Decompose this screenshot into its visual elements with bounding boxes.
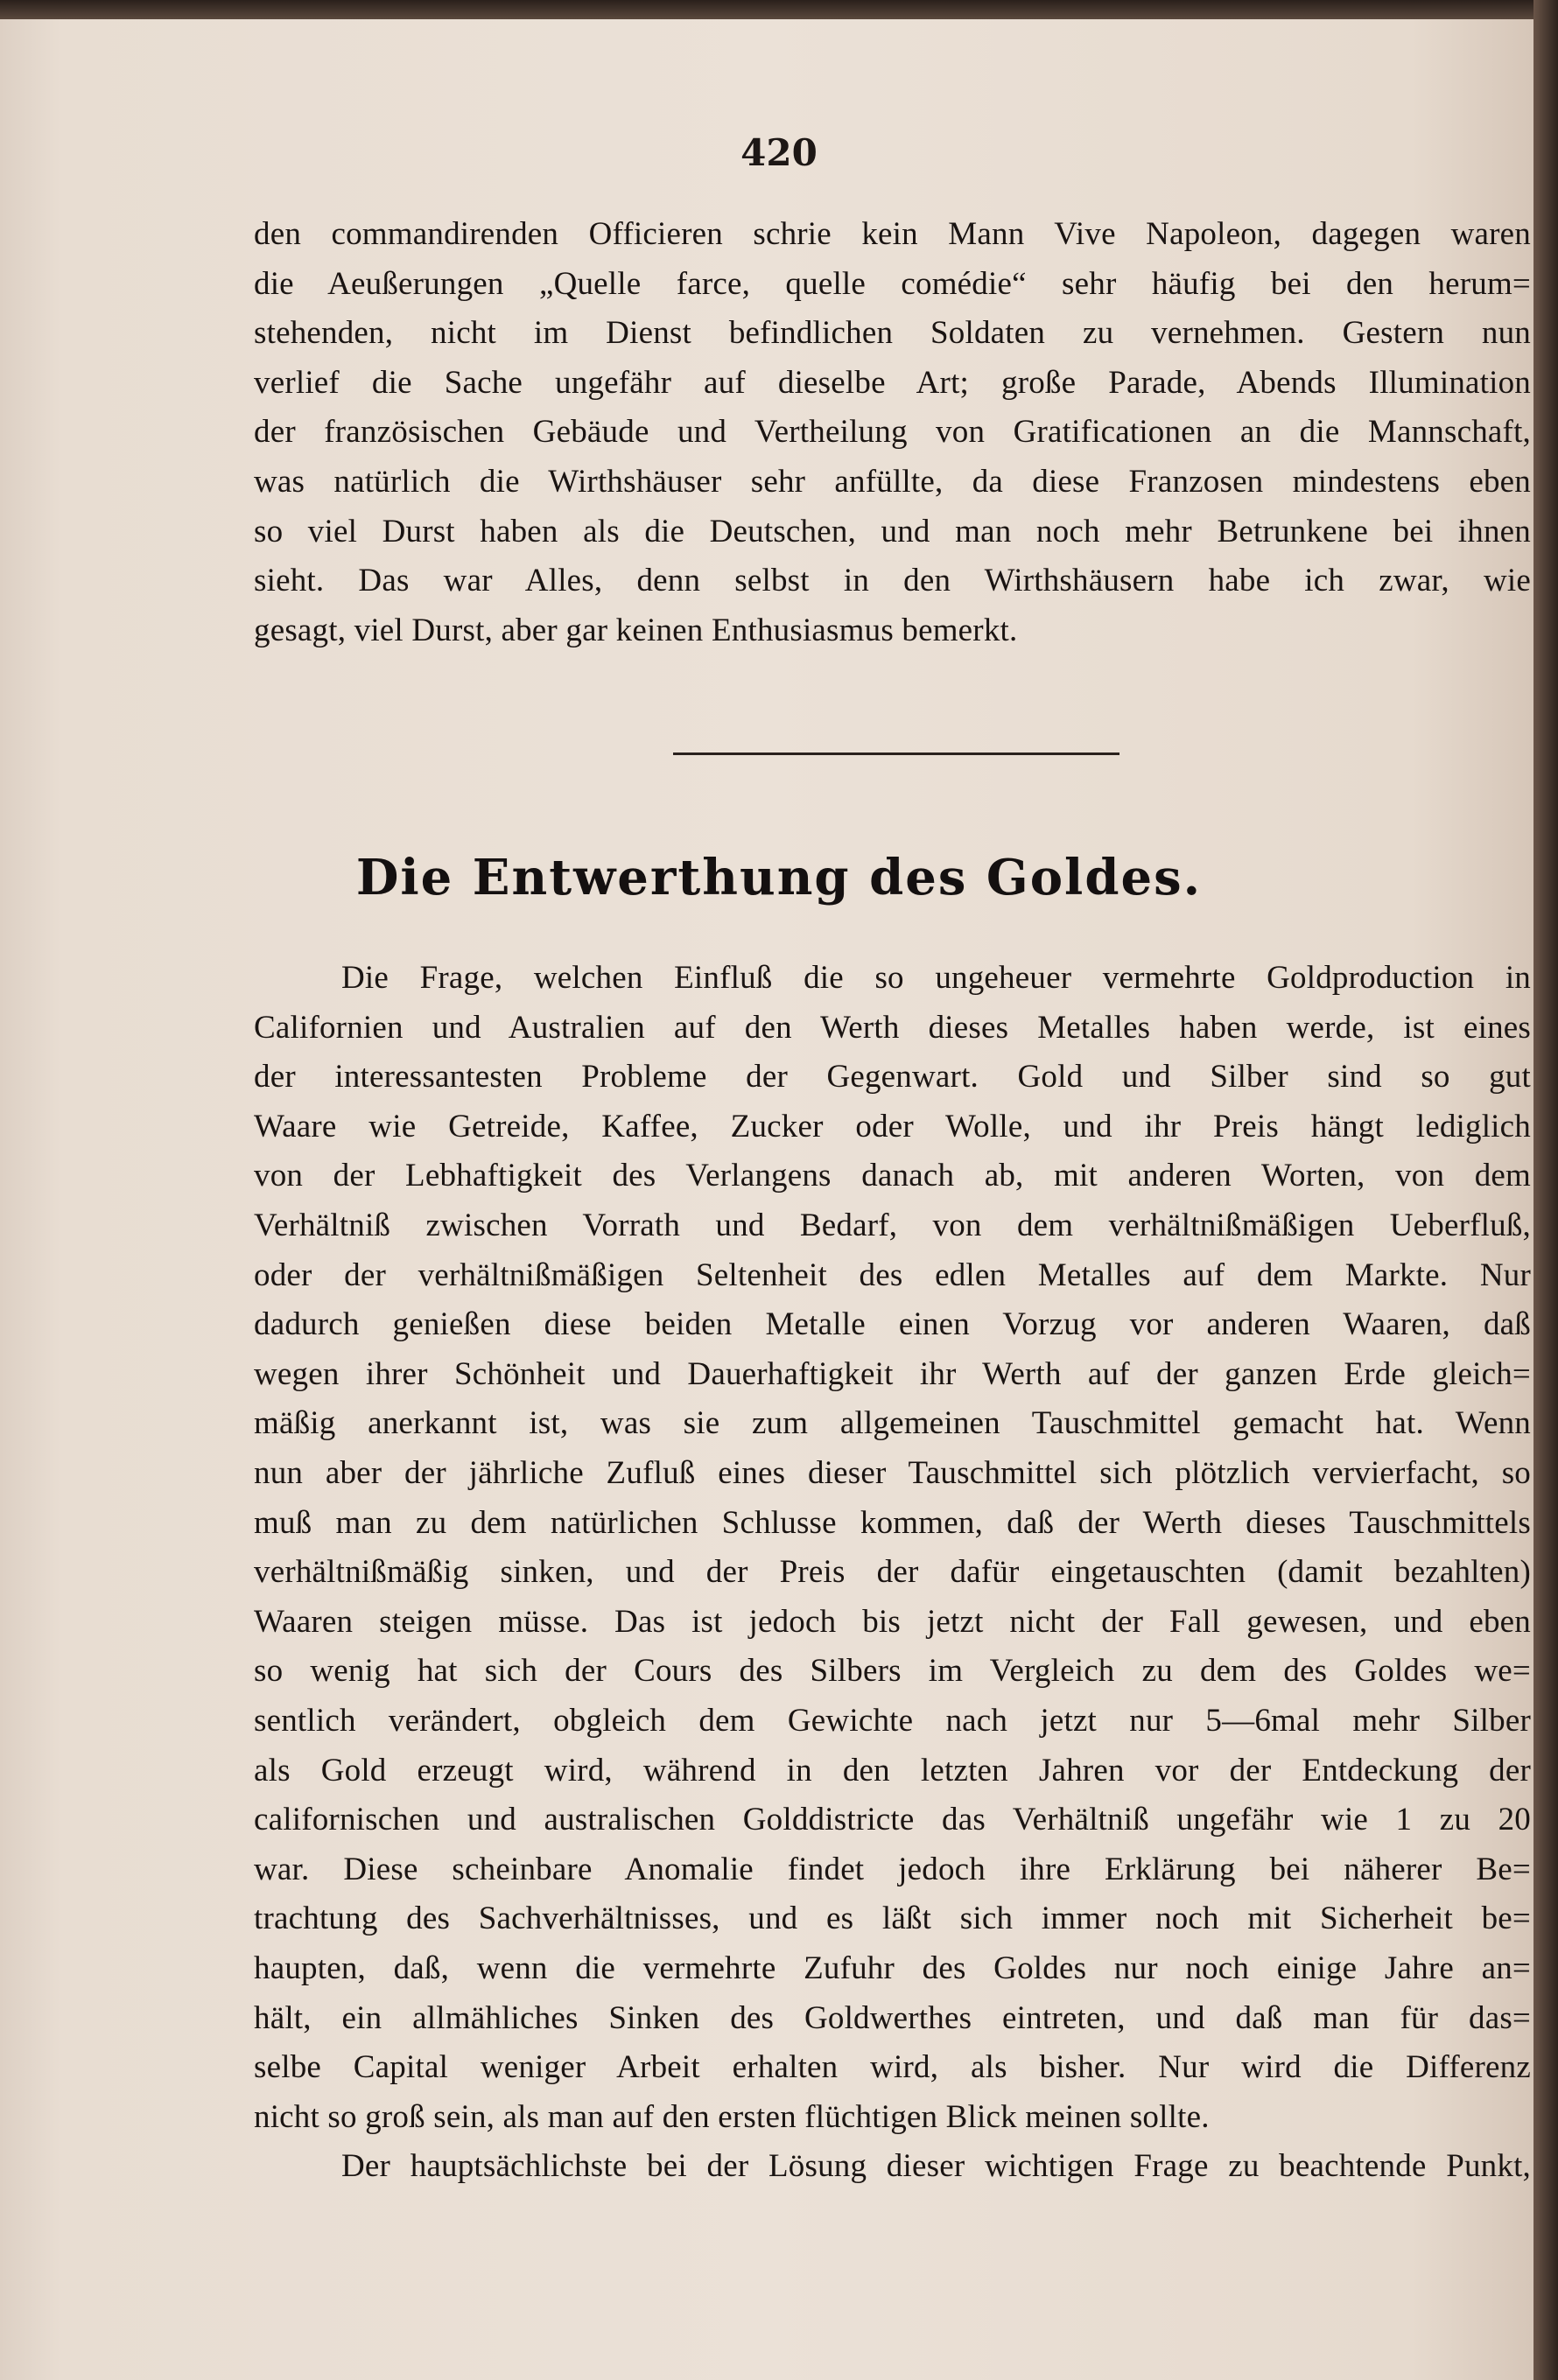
text-line: von der Lebhaftigkeit des Verlangens danach ab, mit anderen Worten, von dem (254, 1158, 1531, 1194)
text-line: muß man zu dem natürlichen Schlusse kommen, daß der Werth dieses Tauschmittels (254, 1504, 1531, 1541)
text-line: oder der verhältnißmäßigen Seltenheit des edlen Metalles auf dem Markte. Nur (254, 1256, 1531, 1293)
page-number: 420 (740, 131, 818, 174)
text-line: Verhältniß zwischen Vorrath und Bedarf, von dem verhältnißmäßigen Ueberfluß, (254, 1208, 1531, 1243)
text-line: der französischen Gebäude und Vertheilung von Gratificationen an die Mannschaft, (254, 414, 1531, 451)
text-line: trachtung des Sachverhältnisses, und es läßt sich immer noch mit Sicherheit be= (254, 1900, 1531, 1937)
text-line: nun aber der jährliche Zufluß eines dieser Tauschmittel sich plötzlich vervierfacht, so (254, 1455, 1531, 1491)
text-line: als Gold erzeugt wird, während in den letzten Jahren vor der Entdeckung der (254, 1752, 1531, 1788)
text-line: die Aeußerungen „Quelle farce, quelle comédie“ sehr häufig bei den herum= (254, 265, 1531, 302)
text-line: war. Diese scheinbare Anomalie findet jedoch ihre Erklärung bei näherer Be= (254, 1851, 1531, 1887)
text-line: nicht so groß sein, als man auf den ersten flüchtigen Blick meinen sollte. (254, 2098, 1210, 2135)
text-line: gesagt, viel Durst, aber gar keinen Enthusiasmus bemerkt. (254, 612, 1018, 648)
text-line: sieht. Das war Alles, denn selbst in den Wirthshäusern habe ich zwar, wie (254, 563, 1531, 599)
text-line: dadurch genießen diese beiden Metalle einen Vorzug vor anderen Waaren, daß (254, 1306, 1531, 1343)
section-heading: Die Entwerthung des Goldes. (355, 849, 1203, 906)
text-line: Californien und Australien auf den Werth dieses Metalles haben werde, ist eines (254, 1009, 1531, 1046)
text-line: den commandirenden Officieren schrie kein Mann Vive Napoleon, dagegen waren (254, 216, 1531, 252)
text-line: so wenig hat sich der Cours des Silbers im Vergleich zu dem des Goldes we= (254, 1653, 1531, 1690)
scan-top-edge (0, 0, 1558, 19)
text-line: was natürlich die Wirthshäuser sehr anfüllte, da diese Franzosen mindestens eben (254, 464, 1531, 500)
text-line: verlief die Sache ungefähr auf dieselbe Art; große Parade, Abends Illumination (254, 364, 1531, 401)
text-line: stehenden, nicht im Dienst befindlichen Soldaten zu vernehmen. Gestern nun (254, 315, 1531, 352)
text-line: Waaren steigen müsse. Das ist jedoch bis jetzt nicht der Fall gewesen, und eben (254, 1603, 1531, 1640)
text-line: so viel Durst haben als die Deutschen, und man noch mehr Betrunkene bei ihnen (254, 513, 1531, 550)
text-line: haupten, daß, wenn die vermehrte Zufuhr des Goldes nur noch einige Jahre an= (254, 1950, 1531, 1986)
text-line: hält, ein allmähliches Sinken des Goldwerthes eintreten, und daß man für das= (254, 1999, 1531, 2036)
section-divider (673, 752, 1119, 755)
text-line: Die Frage, welchen Einfluß die so ungeheuer vermehrte Goldproduction in (341, 960, 1531, 996)
text-line: Waare wie Getreide, Kaffee, Zucker oder Wolle, und ihr Preis hängt lediglich (254, 1108, 1531, 1144)
scan-right-edge (1533, 0, 1558, 2380)
text-line: verhältnißmäßig sinken, und der Preis der dafür eingetauschten (damit bezahlten) (254, 1554, 1531, 1591)
text-line: der interessantesten Probleme der Gegenwart. Gold und Silber sind so gut (254, 1059, 1531, 1096)
text-line: sentlich verändert, obgleich dem Gewichte nach jetzt nur 5—6mal mehr Silber (254, 1703, 1531, 1739)
text-line: selbe Capital weniger Arbeit erhalten wird, als bisher. Nur wird die Differenz (254, 2049, 1531, 2086)
text-line: californischen und australischen Golddistricte das Verhältniß ungefähr wie 1 zu 20 (254, 1802, 1531, 1838)
text-line: wegen ihrer Schönheit und Dauerhaftigkeit ihr Werth auf der ganzen Erde gleich= (254, 1355, 1531, 1392)
text-line: Der hauptsächlichste bei der Lösung dieser wichtigen Frage zu beachtende Punkt, (341, 2148, 1531, 2185)
text-line: mäßig anerkannt ist, was sie zum allgemeinen Tauschmittel gemacht hat. Wenn (254, 1405, 1531, 1442)
